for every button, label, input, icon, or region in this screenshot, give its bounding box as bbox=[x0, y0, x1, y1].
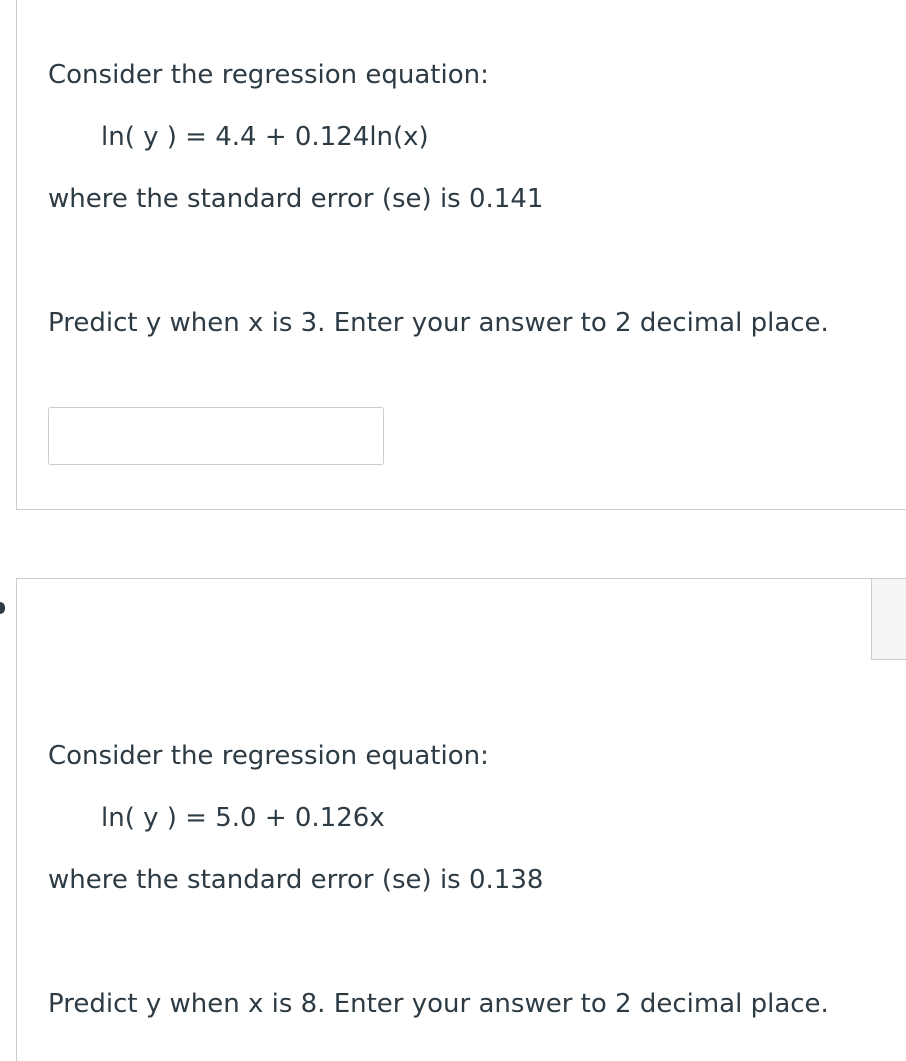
question-1-equation: ln( y ) = 4.4 + 0.124ln(x) bbox=[101, 122, 429, 152]
question-2-prompt: Predict y when x is 8. Enter your answer to 2 decimal place. bbox=[48, 989, 829, 1019]
question-2-equation: ln( y ) = 5.0 + 0.126x bbox=[101, 803, 385, 833]
question-2-header-block bbox=[871, 578, 906, 660]
question-1-panel bbox=[16, 0, 906, 510]
question-1-se-text: where the standard error (se) is 0.141 bbox=[48, 184, 544, 214]
question-1-intro: Consider the regression equation: bbox=[48, 60, 489, 90]
question-2-intro: Consider the regression equation: bbox=[48, 741, 489, 771]
question-1-answer-input[interactable] bbox=[48, 407, 384, 465]
side-tab-handle[interactable] bbox=[0, 602, 5, 614]
question-1-prompt: Predict y when x is 3. Enter your answer to 2 decimal place. bbox=[48, 308, 829, 338]
question-2-se-text: where the standard error (se) is 0.138 bbox=[48, 865, 544, 895]
question-2-panel bbox=[16, 578, 906, 1061]
